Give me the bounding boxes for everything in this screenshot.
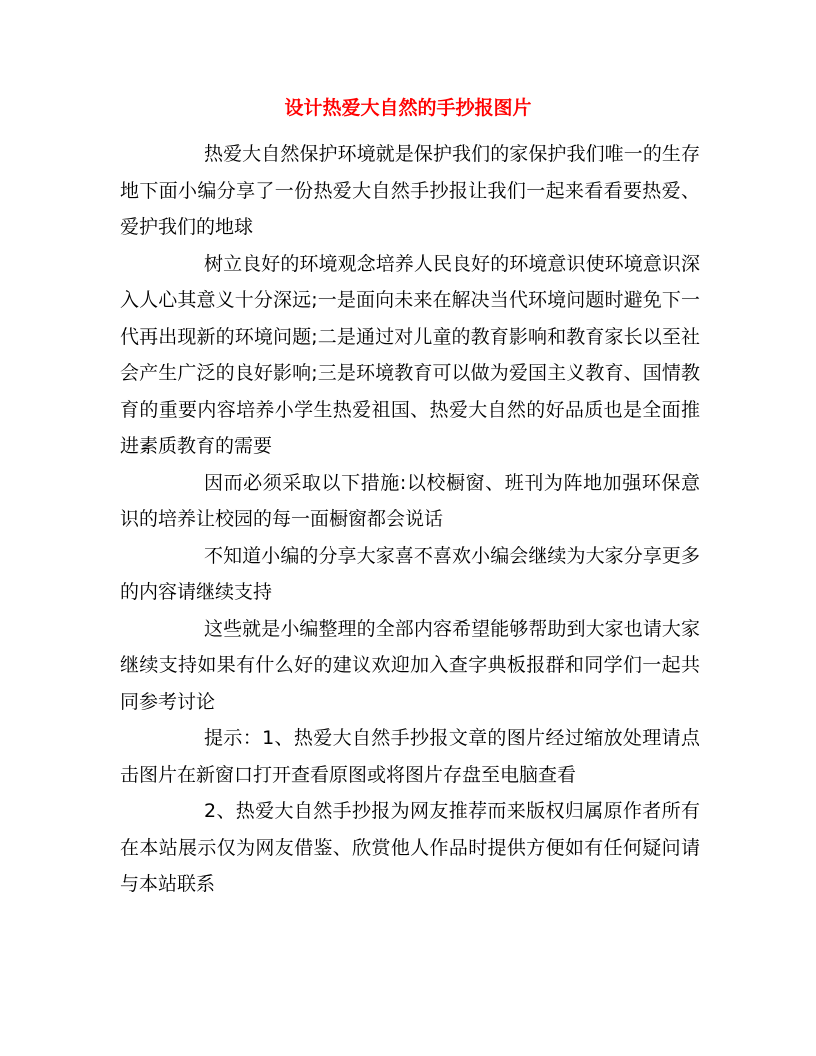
paragraph-intro: 热爱大自然保护环境就是保护我们的家保护我们唯一的生存地下面小编分享了一份热爱大自然手抄报让我们一起来看看要热爱、爱护我们的地球 xyxy=(120,143,700,238)
paragraph-environment-awareness: 树立良好的环境观念培养人民良好的环境意识使环境意识深入人心其意义十分深远;一是面向未来在解决当代环境问题时避免下一代再出现新的环境问题;二是通过对儿童的教育影响和教育家长以至社会产生广泛的良好影响;三是环境教育可以做为爱国主义教育、国情教育的重要内容培养小学生热爱祖国、热爱大自然的好品质也是全面推进素质教育的需要 xyxy=(120,252,700,457)
paragraph-tip-1: 提示：1、热爱大自然手抄报文章的图片经过缩放处理请点击图片在新窗口打开查看原图或将图片存盘至电脑查看 xyxy=(120,727,700,786)
paragraph-tip-2: 2、热爱大自然手抄报为网友推荐而来版权归属原作者所有在本站展示仅为网友借鉴、欣赏他人作品时提供方便如有任何疑问请与本站联系 xyxy=(120,800,700,895)
document-body xyxy=(120,136,700,903)
paragraph-support: 不知道小编的分享大家喜不喜欢小编会继续为大家分享更多的内容请继续支持 xyxy=(120,544,700,603)
paragraph-measures: 因而必须采取以下措施:以校橱窗、班刊为阵地加强环保意识的培养让校园的每一面橱窗都会说话 xyxy=(120,471,700,530)
document-title: 设计热爱大自然的手抄报图片 xyxy=(284,97,532,119)
paragraph-summary: 这些就是小编整理的全部内容希望能够帮助到大家也请大家继续支持如果有什么好的建议欢迎加入查字典板报群和同学们一起共同参考讨论 xyxy=(120,617,700,713)
